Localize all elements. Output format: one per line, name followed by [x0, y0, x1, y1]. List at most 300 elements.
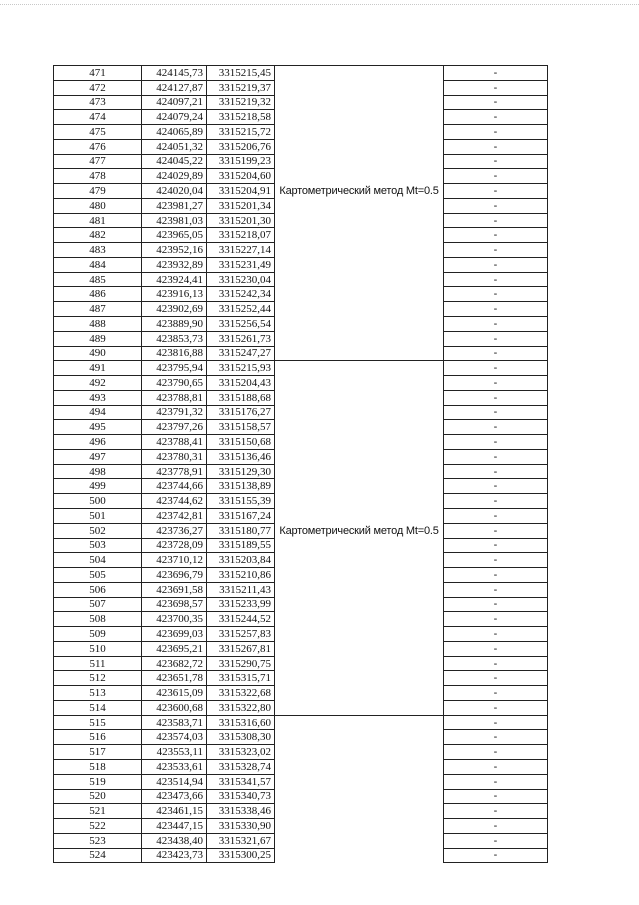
- x-coordinate-cell: 424145,73: [142, 66, 207, 81]
- note-cell: -: [444, 435, 548, 450]
- y-coordinate-cell: 3315129,30: [207, 464, 275, 479]
- y-coordinate-cell: 3315218,07: [207, 228, 275, 243]
- y-coordinate-cell: 3315330,90: [207, 819, 275, 834]
- x-coordinate-cell: 423615,09: [142, 686, 207, 701]
- table-row: [54, 272, 548, 287]
- method-cell: [275, 479, 444, 494]
- point-number-cell: 498: [54, 464, 142, 479]
- method-cell: [275, 686, 444, 701]
- y-coordinate-cell: 3315252,44: [207, 302, 275, 317]
- x-coordinate-cell: 423699,03: [142, 627, 207, 642]
- point-number-cell: 523: [54, 833, 142, 848]
- method-cell: [275, 405, 444, 420]
- point-number-cell: 479: [54, 184, 142, 199]
- note-cell: -: [444, 612, 548, 627]
- y-coordinate-cell: 3315231,49: [207, 257, 275, 272]
- method-cell: [275, 568, 444, 583]
- point-number-cell: 483: [54, 243, 142, 258]
- table-row: [54, 420, 548, 435]
- point-number-cell: 499: [54, 479, 142, 494]
- method-cell: [275, 789, 444, 804]
- y-coordinate-cell: 3315167,24: [207, 508, 275, 523]
- note-cell: -: [444, 553, 548, 568]
- y-coordinate-cell: 3315215,72: [207, 125, 275, 140]
- method-cell: [275, 331, 444, 346]
- point-number-cell: 524: [54, 848, 142, 863]
- point-number-cell: 477: [54, 154, 142, 169]
- x-coordinate-cell: 423574,03: [142, 730, 207, 745]
- table-row: [54, 582, 548, 597]
- y-coordinate-cell: 3315340,73: [207, 789, 275, 804]
- table-row: [54, 243, 548, 258]
- method-cell: [275, 538, 444, 553]
- method-cell: [275, 641, 444, 656]
- note-cell: -: [444, 464, 548, 479]
- table-row: [54, 774, 548, 789]
- note-cell: -: [444, 804, 548, 819]
- x-coordinate-cell: 423816,88: [142, 346, 207, 361]
- point-number-cell: 495: [54, 420, 142, 435]
- x-coordinate-cell: 424127,87: [142, 80, 207, 95]
- y-coordinate-cell: 3315300,25: [207, 848, 275, 863]
- point-number-cell: 521: [54, 804, 142, 819]
- y-coordinate-cell: 3315257,83: [207, 627, 275, 642]
- table-row: [54, 302, 548, 317]
- table-row: [54, 257, 548, 272]
- y-coordinate-cell: 3315227,14: [207, 243, 275, 258]
- x-coordinate-cell: 423924,41: [142, 272, 207, 287]
- point-number-cell: 476: [54, 139, 142, 154]
- y-coordinate-cell: 3315150,68: [207, 435, 275, 450]
- x-coordinate-cell: 423583,71: [142, 715, 207, 730]
- table-row: [54, 331, 548, 346]
- y-coordinate-cell: 3315176,27: [207, 405, 275, 420]
- table-row: [54, 435, 548, 450]
- x-coordinate-cell: 423795,94: [142, 361, 207, 376]
- method-cell: [275, 759, 444, 774]
- point-number-cell: 502: [54, 523, 142, 538]
- method-cell: [275, 700, 444, 715]
- x-coordinate-cell: 423682,72: [142, 656, 207, 671]
- x-coordinate-cell: 423791,32: [142, 405, 207, 420]
- note-cell: -: [444, 686, 548, 701]
- x-coordinate-cell: 423981,03: [142, 213, 207, 228]
- method-cell: [275, 671, 444, 686]
- point-number-cell: 518: [54, 759, 142, 774]
- y-coordinate-cell: 3315290,75: [207, 656, 275, 671]
- table-row: [54, 95, 548, 110]
- note-cell: -: [444, 376, 548, 391]
- note-cell: -: [444, 95, 548, 110]
- table-row: [54, 833, 548, 848]
- method-cell: [275, 110, 444, 125]
- method-cell: [275, 553, 444, 568]
- y-coordinate-cell: 3315247,27: [207, 346, 275, 361]
- y-coordinate-cell: 3315199,23: [207, 154, 275, 169]
- table-row: [54, 66, 548, 81]
- method-cell: [275, 346, 444, 361]
- point-number-cell: 507: [54, 597, 142, 612]
- method-cell: [275, 228, 444, 243]
- note-cell: -: [444, 169, 548, 184]
- method-cell: [275, 494, 444, 509]
- point-number-cell: 475: [54, 125, 142, 140]
- table-row: [54, 641, 548, 656]
- point-number-cell: 515: [54, 715, 142, 730]
- point-number-cell: 474: [54, 110, 142, 125]
- y-coordinate-cell: 3315211,43: [207, 582, 275, 597]
- y-coordinate-cell: 3315256,54: [207, 317, 275, 332]
- x-coordinate-cell: 423780,31: [142, 449, 207, 464]
- method-cell: [275, 612, 444, 627]
- y-coordinate-cell: 3315219,32: [207, 95, 275, 110]
- point-number-cell: 522: [54, 819, 142, 834]
- point-number-cell: 514: [54, 700, 142, 715]
- x-coordinate-cell: 424020,04: [142, 184, 207, 199]
- x-coordinate-cell: 423600,68: [142, 700, 207, 715]
- table-row: [54, 508, 548, 523]
- x-coordinate-cell: 423514,94: [142, 774, 207, 789]
- method-cell: [275, 715, 444, 730]
- scan-edge-line: [0, 4, 639, 5]
- note-cell: -: [444, 656, 548, 671]
- method-cell: [275, 213, 444, 228]
- note-cell: -: [444, 508, 548, 523]
- table-row: [54, 819, 548, 834]
- x-coordinate-cell: 423932,89: [142, 257, 207, 272]
- point-number-cell: 497: [54, 449, 142, 464]
- note-cell: -: [444, 597, 548, 612]
- y-coordinate-cell: 3315242,34: [207, 287, 275, 302]
- method-cell: [275, 80, 444, 95]
- method-cell: [275, 804, 444, 819]
- x-coordinate-cell: 423473,66: [142, 789, 207, 804]
- method-cell: [275, 272, 444, 287]
- note-cell: -: [444, 139, 548, 154]
- x-coordinate-cell: 423952,16: [142, 243, 207, 258]
- table-row: [54, 228, 548, 243]
- point-number-cell: 471: [54, 66, 142, 81]
- coordinates-table-body: [54, 66, 548, 863]
- note-cell: -: [444, 80, 548, 95]
- method-cell: [275, 257, 444, 272]
- point-number-cell: 501: [54, 508, 142, 523]
- y-coordinate-cell: 3315328,74: [207, 759, 275, 774]
- method-cell: [275, 420, 444, 435]
- table-row: [54, 125, 548, 140]
- x-coordinate-cell: 424079,24: [142, 110, 207, 125]
- note-cell: -: [444, 774, 548, 789]
- note-cell: -: [444, 405, 548, 420]
- point-number-cell: 491: [54, 361, 142, 376]
- y-coordinate-cell: 3315210,86: [207, 568, 275, 583]
- point-number-cell: 506: [54, 582, 142, 597]
- point-number-cell: 505: [54, 568, 142, 583]
- y-coordinate-cell: 3315180,77: [207, 523, 275, 538]
- point-number-cell: 509: [54, 627, 142, 642]
- method-cell: [275, 833, 444, 848]
- note-cell: -: [444, 479, 548, 494]
- y-coordinate-cell: 3315338,46: [207, 804, 275, 819]
- x-coordinate-cell: 423790,65: [142, 376, 207, 391]
- table-row: [54, 464, 548, 479]
- note-cell: -: [444, 819, 548, 834]
- x-coordinate-cell: 424045,22: [142, 154, 207, 169]
- method-cell: [275, 819, 444, 834]
- y-coordinate-cell: 3315321,67: [207, 833, 275, 848]
- table-row: [54, 346, 548, 361]
- y-coordinate-cell: 3315215,45: [207, 66, 275, 81]
- x-coordinate-cell: 423461,15: [142, 804, 207, 819]
- table-row: [54, 627, 548, 642]
- note-cell: -: [444, 494, 548, 509]
- method-cell: [275, 287, 444, 302]
- table-row: [54, 656, 548, 671]
- x-coordinate-cell: 423533,61: [142, 759, 207, 774]
- x-coordinate-cell: 423736,27: [142, 523, 207, 538]
- table-row: [54, 848, 548, 863]
- method-cell: [275, 139, 444, 154]
- point-number-cell: 473: [54, 95, 142, 110]
- y-coordinate-cell: 3315204,43: [207, 376, 275, 391]
- point-number-cell: 496: [54, 435, 142, 450]
- point-number-cell: 510: [54, 641, 142, 656]
- x-coordinate-cell: 423797,26: [142, 420, 207, 435]
- y-coordinate-cell: 3315322,80: [207, 700, 275, 715]
- y-coordinate-cell: 3315308,30: [207, 730, 275, 745]
- x-coordinate-cell: 423423,73: [142, 848, 207, 863]
- method-cell: [275, 317, 444, 332]
- table-row: [54, 184, 548, 199]
- coordinates-table: [53, 65, 548, 863]
- point-number-cell: 504: [54, 553, 142, 568]
- x-coordinate-cell: 423698,57: [142, 597, 207, 612]
- note-cell: -: [444, 833, 548, 848]
- y-coordinate-cell: 3315323,02: [207, 745, 275, 760]
- method-cell: [275, 597, 444, 612]
- x-coordinate-cell: 423889,90: [142, 317, 207, 332]
- note-cell: -: [444, 228, 548, 243]
- x-coordinate-cell: 423788,41: [142, 435, 207, 450]
- method-cell: [275, 125, 444, 140]
- note-cell: -: [444, 745, 548, 760]
- method-cell: Картометрический метод Mt=0.5: [275, 184, 444, 199]
- method-cell: [275, 95, 444, 110]
- x-coordinate-cell: 423981,27: [142, 198, 207, 213]
- table-row: [54, 553, 548, 568]
- note-cell: -: [444, 331, 548, 346]
- point-number-cell: 493: [54, 390, 142, 405]
- note-cell: -: [444, 346, 548, 361]
- method-cell: [275, 390, 444, 405]
- point-number-cell: 494: [54, 405, 142, 420]
- note-cell: -: [444, 848, 548, 863]
- note-cell: -: [444, 361, 548, 376]
- table-row: [54, 730, 548, 745]
- y-coordinate-cell: 3315341,57: [207, 774, 275, 789]
- y-coordinate-cell: 3315189,55: [207, 538, 275, 553]
- table-row: [54, 139, 548, 154]
- y-coordinate-cell: 3315203,84: [207, 553, 275, 568]
- x-coordinate-cell: 423916,13: [142, 287, 207, 302]
- y-coordinate-cell: 3315233,99: [207, 597, 275, 612]
- note-cell: -: [444, 110, 548, 125]
- point-number-cell: 500: [54, 494, 142, 509]
- note-cell: -: [444, 700, 548, 715]
- table-row: [54, 317, 548, 332]
- note-cell: -: [444, 641, 548, 656]
- point-number-cell: 485: [54, 272, 142, 287]
- note-cell: -: [444, 287, 548, 302]
- x-coordinate-cell: 424051,32: [142, 139, 207, 154]
- point-number-cell: 489: [54, 331, 142, 346]
- x-coordinate-cell: 423553,11: [142, 745, 207, 760]
- method-cell: [275, 449, 444, 464]
- table-row: [54, 759, 548, 774]
- method-cell: [275, 848, 444, 863]
- method-cell: [275, 169, 444, 184]
- y-coordinate-cell: 3315201,30: [207, 213, 275, 228]
- note-cell: -: [444, 449, 548, 464]
- x-coordinate-cell: 423710,12: [142, 553, 207, 568]
- table-row: [54, 597, 548, 612]
- table-row: [54, 110, 548, 125]
- y-coordinate-cell: 3315136,46: [207, 449, 275, 464]
- point-number-cell: 511: [54, 656, 142, 671]
- x-coordinate-cell: 423700,35: [142, 612, 207, 627]
- y-coordinate-cell: 3315206,76: [207, 139, 275, 154]
- x-coordinate-cell: 423691,58: [142, 582, 207, 597]
- note-cell: -: [444, 390, 548, 405]
- method-cell: [275, 435, 444, 450]
- y-coordinate-cell: 3315218,58: [207, 110, 275, 125]
- y-coordinate-cell: 3315316,60: [207, 715, 275, 730]
- x-coordinate-cell: 423438,40: [142, 833, 207, 848]
- note-cell: -: [444, 523, 548, 538]
- method-cell: [275, 464, 444, 479]
- method-cell: [275, 243, 444, 258]
- table-row: [54, 479, 548, 494]
- table-row: [54, 700, 548, 715]
- table-row: [54, 198, 548, 213]
- method-cell: [275, 582, 444, 597]
- note-cell: -: [444, 568, 548, 583]
- table-row: [54, 390, 548, 405]
- method-cell: [275, 154, 444, 169]
- table-row: [54, 568, 548, 583]
- note-cell: -: [444, 317, 548, 332]
- method-cell: [275, 361, 444, 376]
- x-coordinate-cell: 423744,62: [142, 494, 207, 509]
- x-coordinate-cell: 423902,69: [142, 302, 207, 317]
- y-coordinate-cell: 3315230,04: [207, 272, 275, 287]
- method-cell: [275, 730, 444, 745]
- point-number-cell: 512: [54, 671, 142, 686]
- table-row: [54, 449, 548, 464]
- table-row: [54, 80, 548, 95]
- point-number-cell: 487: [54, 302, 142, 317]
- note-cell: -: [444, 302, 548, 317]
- point-number-cell: 520: [54, 789, 142, 804]
- table-row: [54, 789, 548, 804]
- y-coordinate-cell: 3315204,91: [207, 184, 275, 199]
- note-cell: -: [444, 627, 548, 642]
- note-cell: -: [444, 184, 548, 199]
- y-coordinate-cell: 3315261,73: [207, 331, 275, 346]
- x-coordinate-cell: 423965,05: [142, 228, 207, 243]
- table-row: [54, 405, 548, 420]
- method-cell: [275, 508, 444, 523]
- point-number-cell: 503: [54, 538, 142, 553]
- method-cell: [275, 774, 444, 789]
- note-cell: -: [444, 243, 548, 258]
- table-row: [54, 745, 548, 760]
- x-coordinate-cell: 423728,09: [142, 538, 207, 553]
- note-cell: -: [444, 671, 548, 686]
- y-coordinate-cell: 3315155,39: [207, 494, 275, 509]
- y-coordinate-cell: 3315315,71: [207, 671, 275, 686]
- note-cell: -: [444, 66, 548, 81]
- method-cell: Картометрический метод Mt=0.5: [275, 523, 444, 538]
- note-cell: -: [444, 125, 548, 140]
- y-coordinate-cell: 3315158,57: [207, 420, 275, 435]
- x-coordinate-cell: 423742,81: [142, 508, 207, 523]
- note-cell: -: [444, 759, 548, 774]
- note-cell: -: [444, 730, 548, 745]
- note-cell: -: [444, 582, 548, 597]
- note-cell: -: [444, 272, 548, 287]
- x-coordinate-cell: 424029,89: [142, 169, 207, 184]
- method-cell: [275, 302, 444, 317]
- y-coordinate-cell: 3315188,68: [207, 390, 275, 405]
- x-coordinate-cell: 423778,91: [142, 464, 207, 479]
- x-coordinate-cell: 423788,81: [142, 390, 207, 405]
- y-coordinate-cell: 3315267,81: [207, 641, 275, 656]
- note-cell: -: [444, 420, 548, 435]
- x-coordinate-cell: 423744,66: [142, 479, 207, 494]
- x-coordinate-cell: 423695,21: [142, 641, 207, 656]
- table-row: [54, 154, 548, 169]
- table-row: [54, 686, 548, 701]
- point-number-cell: 519: [54, 774, 142, 789]
- y-coordinate-cell: 3315219,37: [207, 80, 275, 95]
- table-row: [54, 523, 548, 538]
- y-coordinate-cell: 3315215,93: [207, 361, 275, 376]
- note-cell: -: [444, 715, 548, 730]
- note-cell: -: [444, 154, 548, 169]
- point-number-cell: 481: [54, 213, 142, 228]
- note-cell: -: [444, 198, 548, 213]
- table-row: [54, 287, 548, 302]
- point-number-cell: 480: [54, 198, 142, 213]
- method-cell: [275, 198, 444, 213]
- table-row: [54, 361, 548, 376]
- x-coordinate-cell: 423853,73: [142, 331, 207, 346]
- x-coordinate-cell: 423651,78: [142, 671, 207, 686]
- table-row: [54, 671, 548, 686]
- y-coordinate-cell: 3315138,89: [207, 479, 275, 494]
- y-coordinate-cell: 3315244,52: [207, 612, 275, 627]
- table-row: [54, 494, 548, 509]
- x-coordinate-cell: 424097,21: [142, 95, 207, 110]
- note-cell: -: [444, 789, 548, 804]
- y-coordinate-cell: 3315201,34: [207, 198, 275, 213]
- point-number-cell: 513: [54, 686, 142, 701]
- point-number-cell: 492: [54, 376, 142, 391]
- method-cell: [275, 627, 444, 642]
- table-row: [54, 804, 548, 819]
- point-number-cell: 516: [54, 730, 142, 745]
